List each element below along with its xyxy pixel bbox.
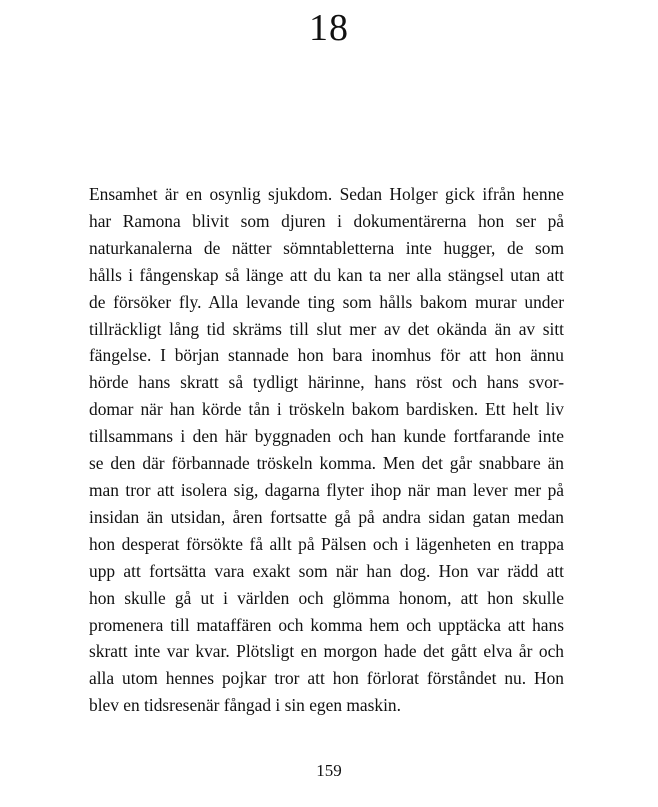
text-line: blev en tidsresenär fångad i sin egen maskin.	[89, 695, 401, 716]
text-line: insidan än utsidan, åren fortsatte gå på andra sidan gatan medan	[89, 506, 564, 527]
text-line: hörde hans skratt så tydligt härinne, hans röst och hans svor-	[89, 372, 564, 393]
text-line: tillräckligt lång tid skräms till slut mer av det okända än av sitt	[89, 318, 564, 339]
text-line: naturkanalerna de nätter sömntabletterna inte hugger, de som	[89, 237, 564, 258]
text-line: de försöker fly. Alla levande ting som hålls bakom murar under	[89, 291, 564, 312]
text-line: man tror att isolera sig, dagarna flyter ihop när man lever mer på	[89, 479, 564, 500]
text-line: se den där förbannade tröskeln komma. Men det går snabbare än	[89, 453, 564, 474]
text-line: hon desperat försökte få allt på Pälsen och i lägenheten en trappa	[89, 533, 564, 554]
text-line: fängelse. I början stannade hon bara inomhus för att hon ännu	[89, 345, 564, 366]
text-line: domar när han körde tån i tröskeln bakom bardisken. Ett helt liv	[89, 399, 564, 420]
text-line: alla utom hennes pojkar tror att hon förlorat förståndet nu. Hon	[89, 668, 564, 689]
text-line: har Ramona blivit som djuren i dokumentärerna hon ser på	[89, 210, 564, 231]
text-line: upp att fortsätta vara exakt som när han dog. Hon var rädd att	[89, 560, 564, 581]
text-line: hon skulle gå ut i världen och glömma honom, att hon skulle	[89, 587, 564, 608]
text-line: tillsammans i den här byggnaden och han kunde fortfarande inte	[89, 426, 564, 447]
body-paragraph	[89, 181, 564, 719]
text-line: hålls i fångenskap så länge att du kan ta ner alla stängsel utan att	[89, 264, 564, 285]
text-line: promenera till mataffären och komma hem och upptäcka att hans	[89, 614, 564, 635]
text-line: Ensamhet är en osynlig sjukdom. Sedan Holger gick ifrån henne	[89, 184, 564, 204]
page-number: 159	[316, 761, 342, 780]
chapter-number: 18	[309, 7, 349, 49]
text-line: skratt inte var kvar. Plötsligt en morgon hade det gått elva år och	[89, 641, 564, 662]
